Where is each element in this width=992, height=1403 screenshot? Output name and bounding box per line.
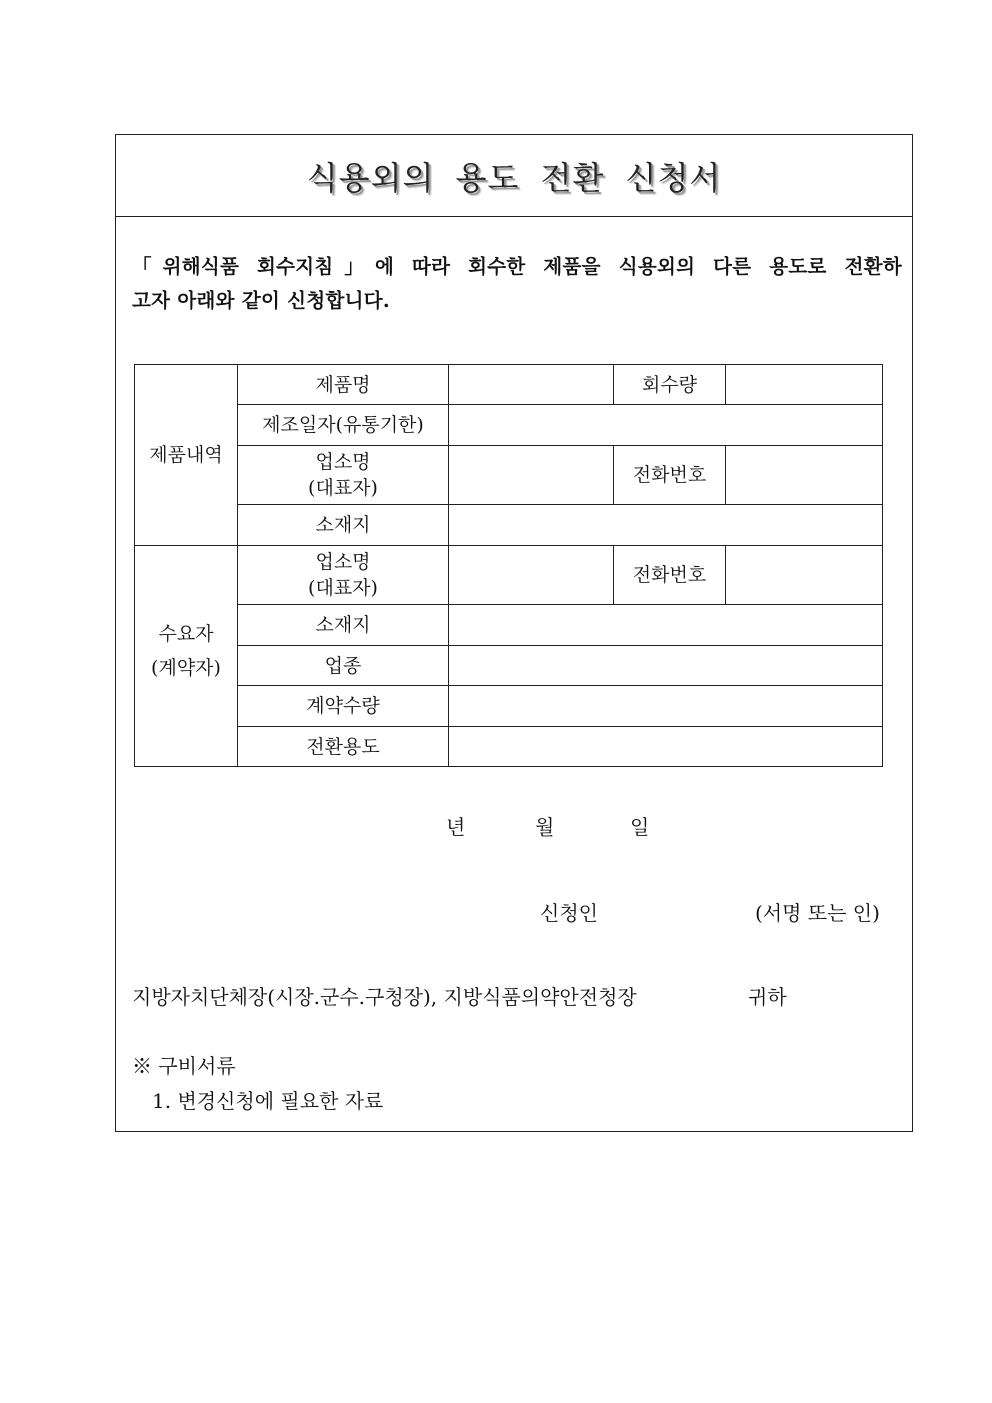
- recall-qty-field[interactable]: [726, 365, 883, 405]
- group-buyer-line2: (계약자): [151, 657, 221, 679]
- buyer-location-field[interactable]: [449, 605, 883, 646]
- contract-qty-field[interactable]: [449, 686, 883, 727]
- attachment-item: 1. 변경신청에 필요한 자료: [152, 1089, 384, 1113]
- group-product-label: 제품내역: [135, 365, 238, 546]
- company-field[interactable]: [449, 446, 614, 505]
- phone-field[interactable]: [726, 446, 883, 505]
- buyer-company-label-line1: 업소명: [315, 551, 371, 573]
- product-name-field[interactable]: [449, 365, 614, 405]
- form-title: 식용외의 용도 전환 신청서: [306, 158, 722, 197]
- applicant-label: 신청인: [540, 901, 598, 925]
- date-year-label: 년: [446, 815, 466, 839]
- intro-text-line2: 고자 아래와 같이 신청합니다.: [132, 289, 390, 312]
- application-table: [134, 364, 883, 767]
- location-field[interactable]: [449, 505, 883, 546]
- recall-qty-label: 회수량: [614, 365, 726, 405]
- intro-text-line1: 「위해식품 회수지침」에 따라 회수한 제품을 식용외의 다른 용도로 전환하: [132, 255, 902, 278]
- signature-label: (서명 또는 인): [755, 901, 880, 925]
- company-label-line2: (대표자): [308, 477, 378, 499]
- date-month-label: 월: [535, 815, 555, 839]
- buyer-company-field[interactable]: [449, 546, 614, 605]
- business-type-label: 업종: [238, 646, 449, 686]
- attachments-heading: ※ 구비서류: [132, 1054, 236, 1078]
- buyer-phone-label: 전화번호: [614, 546, 726, 605]
- business-type-field[interactable]: [449, 646, 883, 686]
- company-label: [238, 446, 449, 505]
- date-day-label: 일: [630, 815, 650, 839]
- buyer-company-label-line2: (대표자): [308, 577, 378, 599]
- contract-qty-label: 계약수량: [238, 686, 449, 727]
- application-form: [115, 134, 913, 1132]
- group-buyer-line1: 수요자: [158, 623, 214, 645]
- title-row: [116, 135, 912, 217]
- mfg-date-field[interactable]: [449, 405, 883, 446]
- buyer-location-label: 소재지: [238, 605, 449, 646]
- honorific: 귀하: [748, 985, 787, 1009]
- company-label-line1: 업소명: [315, 451, 371, 473]
- phone-label: 전화번호: [614, 446, 726, 505]
- converted-use-label: 전환용도: [238, 727, 449, 767]
- converted-use-field[interactable]: [449, 727, 883, 767]
- buyer-phone-field[interactable]: [726, 546, 883, 605]
- mfg-date-label: 제조일자(유통기한): [238, 405, 449, 446]
- product-name-label: 제품명: [238, 365, 449, 405]
- addressee: 지방자치단체장(시장.군수.구청장), 지방식품의약안전청장: [132, 985, 637, 1009]
- buyer-company-label: [238, 546, 449, 605]
- location-label: 소재지: [238, 505, 449, 546]
- group-buyer-label: [135, 546, 238, 767]
